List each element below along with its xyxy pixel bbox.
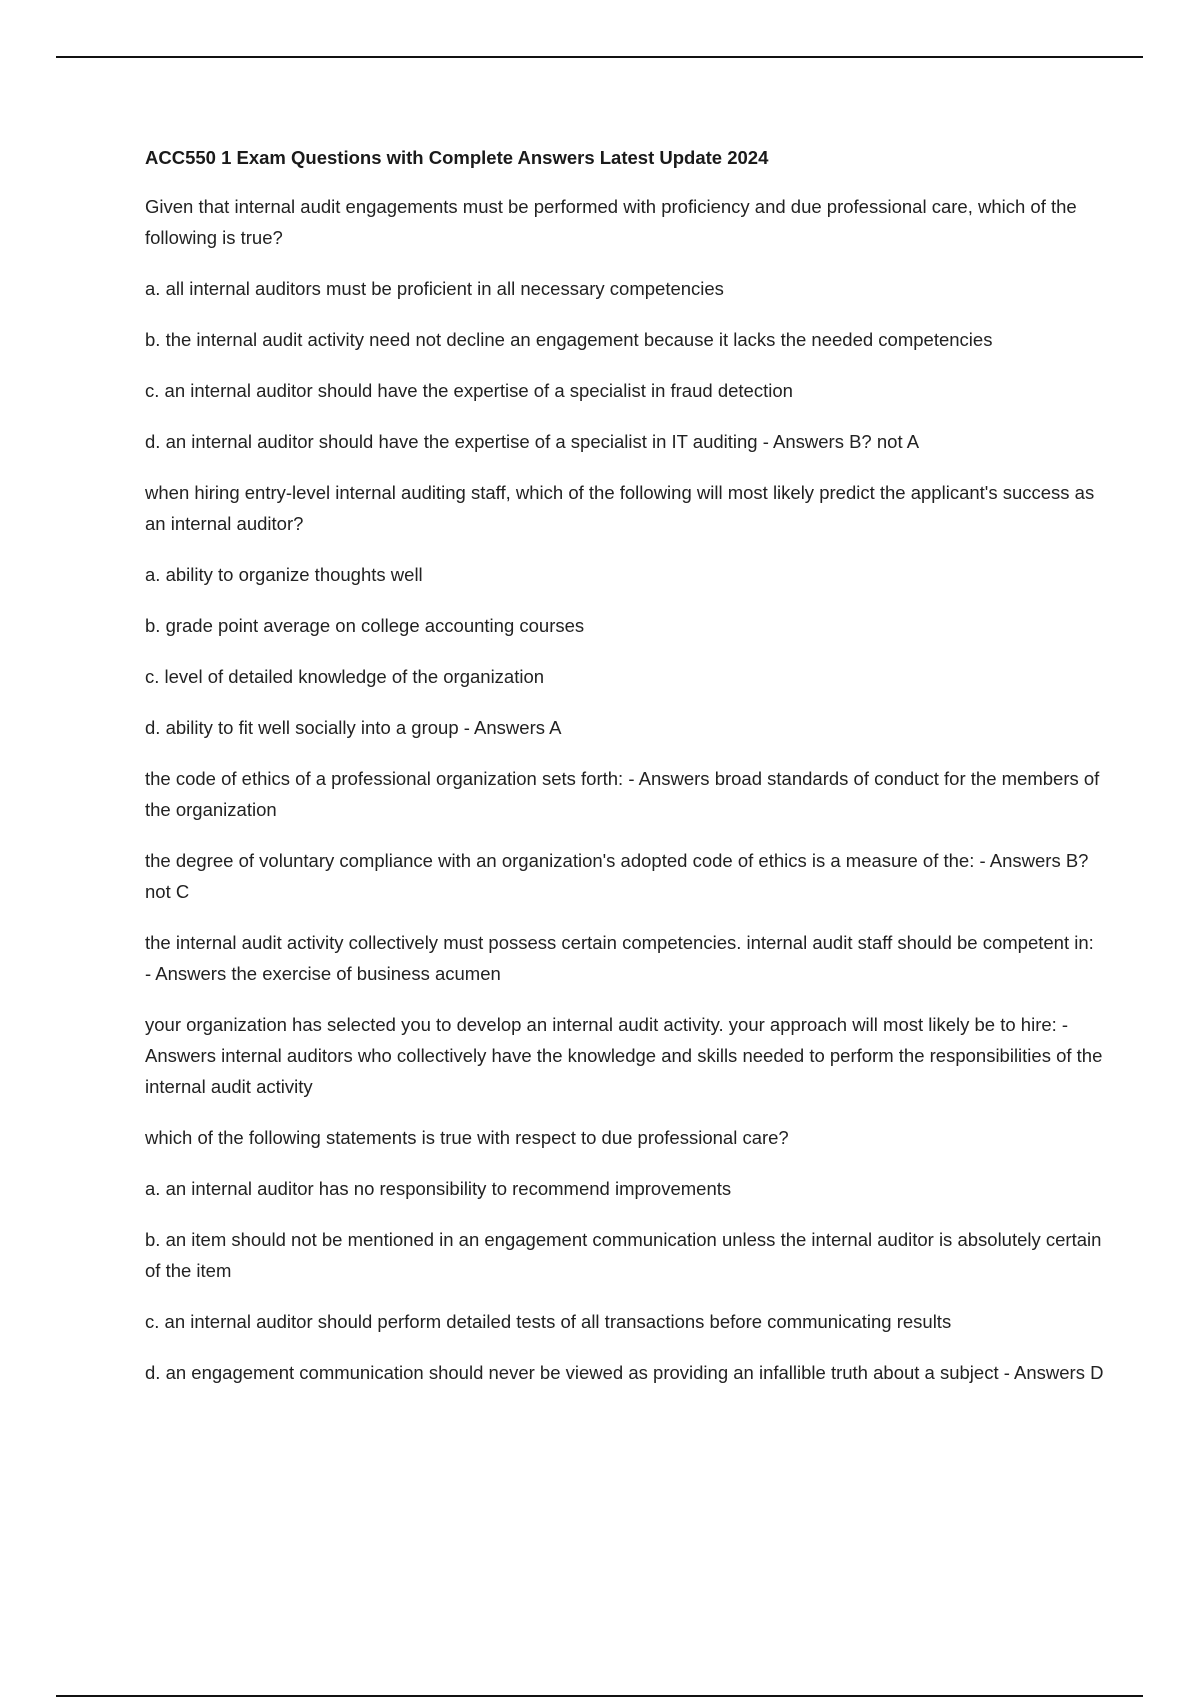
question-7-stem: which of the following statements is true with respect to due professional care? [145, 1127, 789, 1148]
question-7-option-d-answer: d. an engagement communication should never be viewed as providing an infallible truth about a subject - Answers D [145, 1362, 1104, 1383]
question-1-option-a: a. all internal auditors must be proficient in all necessary competencies [145, 278, 724, 299]
question-2-option-b: b. grade point average on college accounting courses [145, 615, 585, 636]
question-2-option-c: c. level of detailed knowledge of the organization [145, 666, 545, 687]
question-1-option-c: c. an internal auditor should have the expertise of a specialist in fraud detection [145, 380, 793, 401]
question-2-option-a: a. ability to organize thoughts well [145, 564, 423, 585]
document-title: ACC550 1 Exam Questions with Complete Answers Latest Update 2024 [145, 147, 769, 168]
bottom-rule [56, 1695, 1143, 1697]
document-body [145, 145, 1105, 1408]
question-7-option-c: c. an internal auditor should perform detailed tests of all transactions before communicating results [145, 1311, 952, 1332]
question-1-option-d-answer: d. an internal auditor should have the expertise of a specialist in IT auditing - Answers B? not A [145, 431, 920, 452]
question-3-with-answer: the code of ethics of a professional organization sets forth: - Answers broad standards of conduct for the members of the organization [145, 768, 1100, 820]
question-2-stem: when hiring entry-level internal auditing staff, which of the following will most likely predict the applicant's success as an internal auditor? [145, 482, 1095, 534]
question-1-option-b: b. the internal audit activity need not decline an engagement because it lacks the needed competencies [145, 329, 993, 350]
question-6-with-answer: your organization has selected you to develop an internal audit activity. your approach will most likely be to hire: - Answers internal auditors who collectively have the knowledge and skills needed to perform the responsibilities of the internal audit activity [145, 1014, 1103, 1097]
question-1-stem: Given that internal audit engagements must be performed with proficiency and due professional care, which of the following is true? [145, 196, 1077, 248]
question-4-with-answer: the degree of voluntary compliance with an organization's adopted code of ethics is a measure of the: - Answers B? not C [145, 850, 1089, 902]
question-2-option-d-answer: d. ability to fit well socially into a group - Answers A [145, 717, 562, 738]
question-5-with-answer: the internal audit activity collectively must possess certain competencies. internal audit staff should be competent in: - Answers the exercise of business acumen [145, 932, 1094, 984]
question-7-option-b: b. an item should not be mentioned in an engagement communication unless the internal auditor is absolutely certain of the item [145, 1229, 1102, 1281]
top-rule [56, 56, 1143, 58]
question-7-option-a: a. an internal auditor has no responsibility to recommend improvements [145, 1178, 732, 1199]
